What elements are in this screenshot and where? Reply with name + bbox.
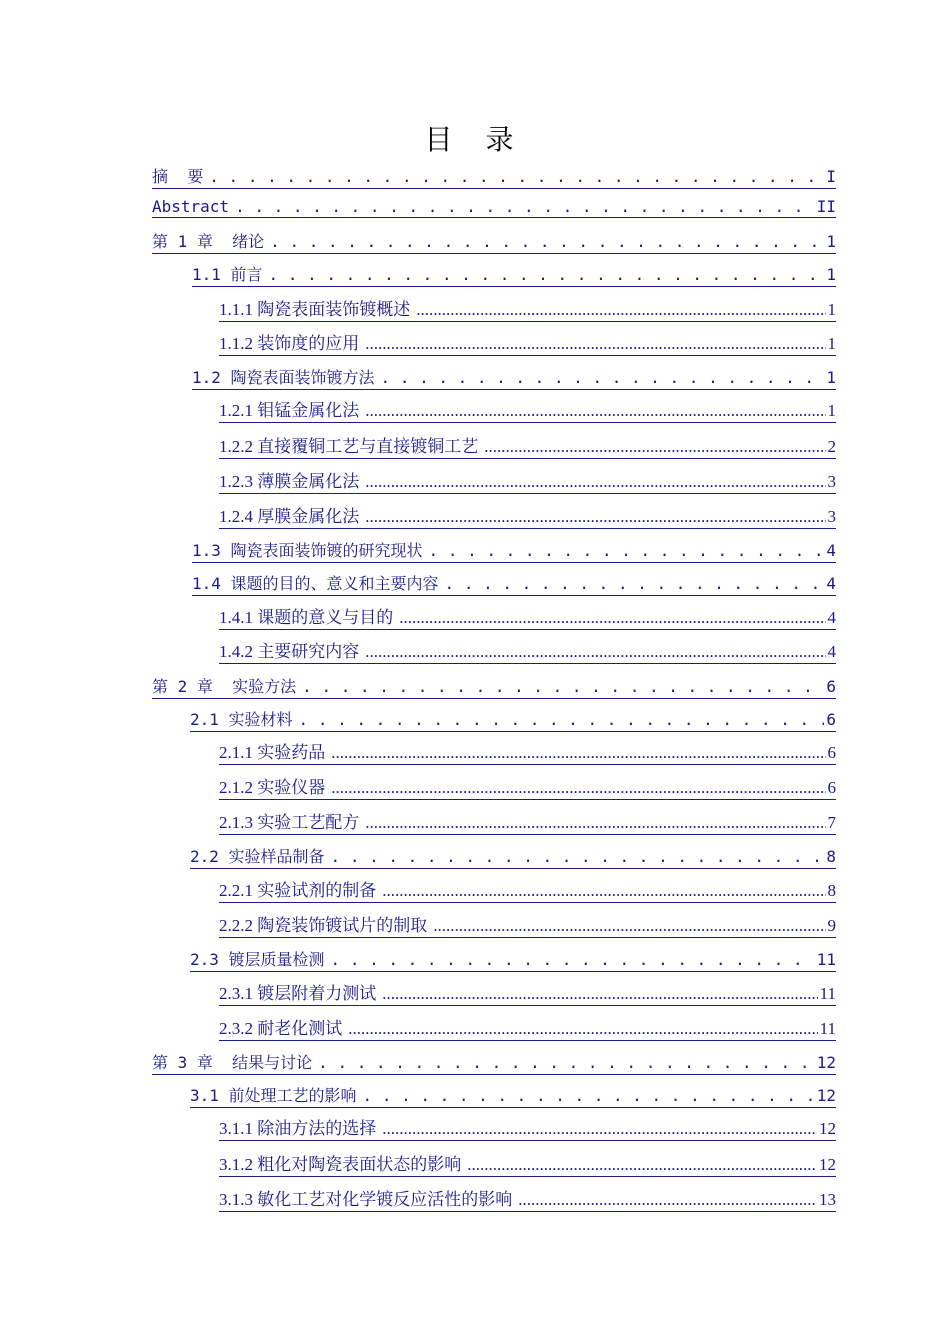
toc-entry-1-2[interactable] (192, 365, 836, 390)
toc-entry-label: 1.2 陶瓷表面装饰镀方法 (192, 368, 375, 387)
toc-entry-label: 1.2.2 直接覆铜工艺与直接镀铜工艺 (219, 437, 479, 456)
toc-entry-page: 6 (826, 710, 836, 729)
toc-leader (382, 1119, 817, 1139)
toc-leader (365, 642, 825, 662)
toc-leader (348, 1019, 817, 1039)
toc-leader (331, 950, 815, 969)
toc-entry-2-1-2[interactable] (219, 773, 836, 800)
toc-leader (467, 1155, 817, 1175)
toc-entry-page: 4 (827, 642, 836, 661)
toc-leader (269, 265, 825, 284)
toc-leader (518, 1190, 817, 1210)
toc-leader (331, 847, 825, 866)
toc-leader (318, 1053, 815, 1072)
toc-leader (382, 881, 825, 901)
toc-entry-page: 4 (826, 574, 836, 593)
toc-entry-label: 2.2 实验样品制备 (190, 847, 325, 866)
toc-entry-3-1[interactable] (190, 1083, 836, 1108)
toc-entry-page: 4 (827, 608, 836, 627)
toc-entry-label: 3.1.2 粗化对陶瓷表面状态的影响 (219, 1155, 462, 1174)
toc-entry-label: 1.1 前言 (192, 265, 263, 284)
toc-entry-1-2-3[interactable] (219, 467, 836, 494)
toc-entry-1-1-1[interactable] (219, 295, 836, 322)
toc-entry-page: 1 (827, 401, 836, 420)
toc-leader (416, 300, 825, 320)
toc-entry-abstract-en[interactable] (152, 197, 836, 218)
toc-entry-label: 第 3 章 结果与讨论 (152, 1053, 313, 1072)
toc-entry-label: 第 1 章 绪论 (152, 232, 265, 251)
toc-leader (381, 368, 825, 387)
toc-entry-page: II (816, 197, 836, 216)
toc-entry-label: 1.3 陶瓷表面装饰镀的研究现状 (192, 541, 423, 560)
toc-entry-1-2-2[interactable] (219, 432, 836, 459)
toc-entry-1-4-2[interactable] (219, 637, 836, 664)
toc-leader (331, 743, 825, 763)
toc-entry-label: 1.2.1 钼锰金属化法 (219, 401, 360, 420)
toc-entry-3-1-3[interactable] (219, 1185, 836, 1212)
toc-entry-page: 8 (826, 847, 836, 866)
toc-entry-page: 4 (826, 541, 836, 560)
toc-entry-label: 2.1 实验材料 (190, 710, 293, 729)
toc-entry-page: 2 (827, 437, 836, 456)
toc-entry-page: 12 (816, 1086, 836, 1105)
toc-leader (484, 437, 825, 457)
toc-entry-page: 11 (819, 1019, 836, 1038)
toc-entry-label: Abstract (152, 197, 230, 216)
toc-entry-label: 1.1.1 陶瓷表面装饰镀概述 (219, 300, 411, 319)
toc-entry-page: 6 (827, 778, 836, 797)
toc-entry-label: 2.1.2 实验仪器 (219, 778, 326, 797)
toc-entry-chapter-2[interactable] (152, 674, 836, 699)
toc-entry-label: 1.1.2 装饰度的应用 (219, 334, 360, 353)
toc-entry-page: 1 (827, 334, 836, 353)
toc-entry-page: 1 (827, 300, 836, 319)
toc-entry-label: 3.1 前处理工艺的影响 (190, 1086, 357, 1105)
toc-entry-page: 12 (819, 1155, 836, 1174)
toc-entry-1-4[interactable] (192, 571, 836, 596)
toc-entry-label: 1.2.3 薄膜金属化法 (219, 472, 360, 491)
toc-entry-2-3-2[interactable] (219, 1014, 836, 1041)
toc-leader (382, 984, 817, 1004)
toc-entry-3-1-2[interactable] (219, 1150, 836, 1177)
toc-entry-2-2[interactable] (190, 844, 836, 869)
toc-entry-3-1-1[interactable] (219, 1114, 836, 1141)
toc-entry-page: 1 (826, 265, 836, 284)
toc-entry-2-3-1[interactable] (219, 979, 836, 1006)
toc-entry-2-2-1[interactable] (219, 876, 836, 903)
toc-entry-label: 1.2.4 厚膜金属化法 (219, 507, 360, 526)
toc-entry-page: 6 (827, 743, 836, 762)
toc-leader (365, 401, 825, 421)
toc-entry-page: 11 (819, 984, 836, 1003)
toc-entry-1-4-1[interactable] (219, 603, 836, 630)
toc-leader (365, 507, 825, 527)
toc-entry-1-2-4[interactable] (219, 502, 836, 529)
toc-entry-page: 6 (826, 677, 836, 696)
toc-entry-2-1-3[interactable] (219, 808, 836, 835)
toc-entry-page: 12 (819, 1119, 836, 1138)
toc-entry-label: 2.1.3 实验工艺配方 (219, 813, 360, 832)
toc-entry-2-2-2[interactable] (219, 911, 836, 938)
toc-entry-label: 2.3 镀层质量检测 (190, 950, 325, 969)
toc-entry-page: 3 (827, 472, 836, 491)
toc-leader (365, 813, 825, 833)
toc-entry-page: 8 (827, 881, 836, 900)
toc-leader (433, 916, 825, 936)
toc-entry-page: 3 (827, 507, 836, 526)
toc-entry-label: 2.2.1 实验试剂的制备 (219, 881, 377, 900)
toc-entry-page: 1 (826, 368, 836, 387)
toc-entry-2-1-1[interactable] (219, 738, 836, 765)
toc-entry-page: 7 (827, 813, 836, 832)
toc-leader (331, 778, 825, 798)
toc-leader (302, 677, 824, 696)
toc-entry-chapter-3[interactable] (152, 1050, 836, 1075)
toc-entry-label: 3.1.3 敏化工艺对化学镀反应活性的影响 (219, 1190, 513, 1209)
toc-entry-1-2-1[interactable] (219, 396, 836, 423)
toc-entry-2-1[interactable] (190, 707, 836, 732)
toc-entry-abstract-cn[interactable] (152, 164, 836, 189)
toc-entry-label: 1.4.1 课题的意义与目的 (219, 608, 394, 627)
toc-entry-label: 2.2.2 陶瓷装饰镀试片的制取 (219, 916, 428, 935)
toc-entry-1-3[interactable] (192, 538, 836, 563)
toc-title: 目 录 (424, 123, 526, 156)
toc-entry-1-1[interactable] (192, 262, 836, 287)
toc-leader (399, 608, 825, 628)
toc-leader (429, 541, 825, 560)
toc-entry-label: 摘 要 (152, 167, 204, 186)
toc-leader (445, 574, 825, 593)
toc-leader (365, 472, 825, 492)
toc-entry-page: 12 (816, 1053, 836, 1072)
toc-leader (363, 1086, 815, 1105)
toc-entry-page: I (826, 167, 836, 186)
toc-entry-1-1-2[interactable] (219, 329, 836, 356)
toc-leader (299, 710, 825, 729)
toc-leader (270, 232, 824, 251)
toc-entry-label: 第 2 章 实验方法 (152, 677, 297, 696)
toc-entry-label: 1.4.2 主要研究内容 (219, 642, 360, 661)
toc-entry-chapter-1[interactable] (152, 229, 836, 254)
toc-entry-page: 9 (827, 916, 836, 935)
toc-leader (209, 167, 824, 186)
toc-entry-label: 3.1.1 除油方法的选择 (219, 1119, 377, 1138)
toc-entry-page: 11 (816, 950, 836, 969)
toc-entry-label: 2.3.1 镀层附着力测试 (219, 984, 377, 1003)
toc-entry-label: 2.3.2 耐老化测试 (219, 1019, 343, 1038)
toc-entry-label: 2.1.1 实验药品 (219, 743, 326, 762)
toc-entry-page: 13 (819, 1190, 836, 1209)
toc-leader (235, 197, 815, 216)
toc-entry-label: 1.4 课题的目的、意义和主要内容 (192, 574, 439, 593)
toc-leader (365, 334, 825, 354)
toc-entry-page: 1 (826, 232, 836, 251)
toc-entry-2-3[interactable] (190, 947, 836, 972)
